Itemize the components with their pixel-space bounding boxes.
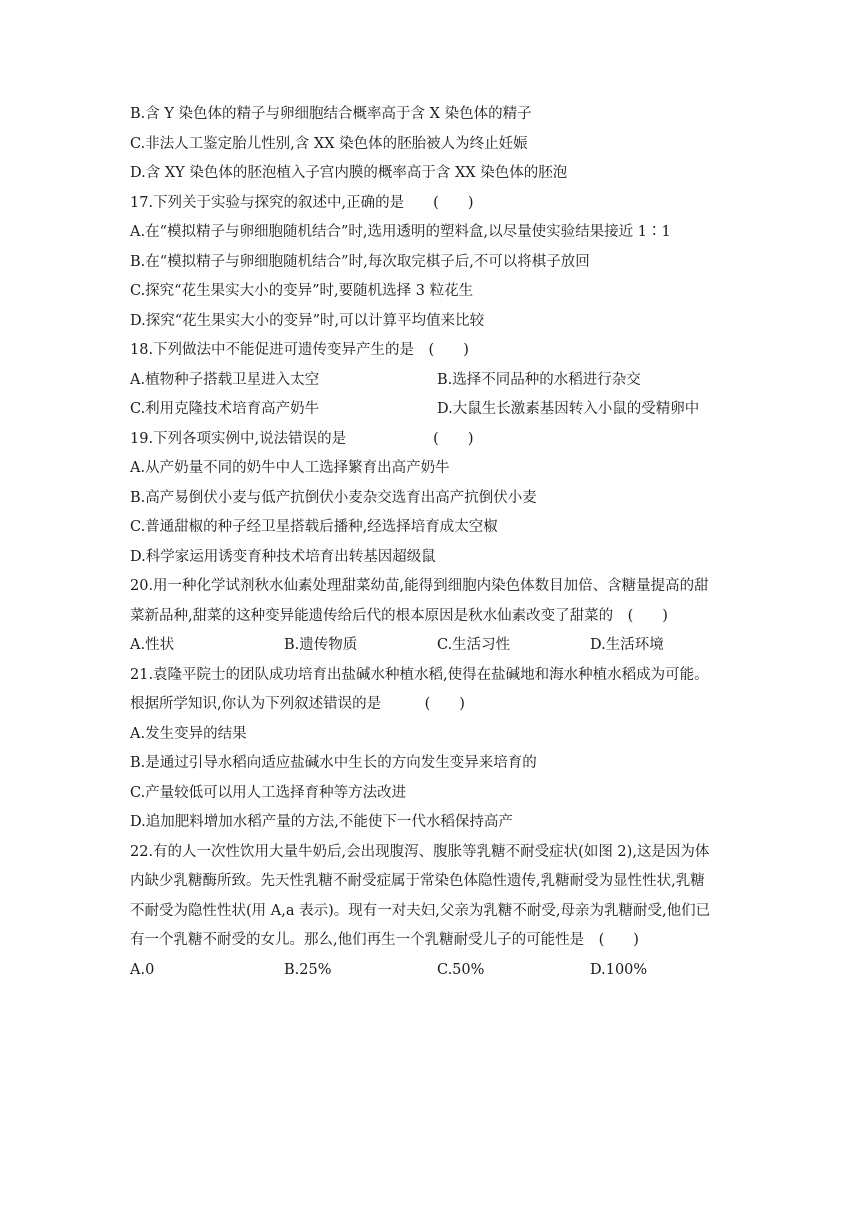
q17-option-d: D.探究“花生果实大小的变异”时,可以计算平均值来比较 (130, 313, 485, 329)
q16-option-d: D.含 XY 染色体的胚泡植入子宫内膜的概率高于含 XX 染色体的胚泡 (130, 165, 568, 181)
q18-option-d: D.大鼠生长激素基因转入小鼠的受精卵中 (437, 401, 700, 417)
q19-option-c: C.普通甜椒的种子经卫星搭载后播种,经选择培育成太空椒 (130, 519, 498, 535)
q18-option-a: A.植物种子搭载卫星进入太空 (130, 372, 320, 388)
q22-option-a: A.0 (130, 962, 155, 978)
q17-option-b: B.在“模拟精子与卵细胞随机结合”时,每次取完棋子后,不可以将棋子放回 (130, 254, 590, 270)
q21-option-d: D.追加肥料增加水稻产量的方法,不能使下一代水稻保持高产 (130, 814, 513, 830)
q18-stem: 18.下列做法中不能促进可遗传变异产生的是 ( ) (130, 342, 469, 358)
q20-option-c: C.生活习性 (437, 637, 511, 653)
q22-option-b: B.25% (284, 962, 332, 978)
q19-stem: 19.下列各项实例中,说法错误的是 ( ) (130, 431, 474, 447)
q16-option-c: C.非法人工鉴定胎儿性别,含 XX 染色体的胚胎被人为终止妊娠 (130, 136, 528, 152)
q20-stem-line1: 20.用一种化学试剂秋水仙素处理甜菜幼苗,能得到细胞内染色体数目加倍、含糖量提高的甜 (130, 578, 709, 594)
q21-option-c: C.产量较低可以用人工选择育种等方法改进 (130, 785, 407, 801)
q18-option-b: B.选择不同品种的水稻进行杂交 (437, 372, 641, 388)
q22-stem-line4: 有一个乳糖不耐受的女儿。那么,他们再生一个乳糖耐受儿子的可能性是 ( ) (130, 932, 639, 948)
q22-option-d: D.100% (590, 962, 648, 978)
q22-stem-line1: 22.有的人一次性饮用大量牛奶后,会出现腹泻、腹胀等乳糖不耐受症状(如图 2),这是因为体 (130, 844, 710, 860)
q22-stem-line2: 内缺少乳糖酶所致。先天性乳糖不耐受症属于常染色体隐性遗传,乳糖耐受为显性性状,乳糖 (130, 873, 705, 889)
q20-option-a: A.性状 (130, 637, 175, 653)
q21-stem-line2: 根据所学知识,你认为下列叙述错误的是 ( ) (130, 696, 465, 712)
q21-stem-line1: 21.袁隆平院士的团队成功培育出盐碱水种植水稻,使得在盐碱地和海水种植水稻成为可能。 (130, 667, 709, 683)
q19-option-d: D.科学家运用诱变育种技术培育出转基因超级鼠 (130, 549, 436, 565)
q17-stem: 17.下列关于实验与探究的叙述中,正确的是 ( ) (130, 195, 474, 211)
q20-option-d: D.生活环境 (590, 637, 664, 653)
q17-option-c: C.探究“花生果实大小的变异”时,要随机选择 3 粒花生 (130, 283, 474, 299)
q20-option-b: B.遗传物质 (284, 637, 358, 653)
q18-option-c: C.利用克隆技术培育高产奶牛 (130, 401, 320, 417)
q16-option-b: B.含 Y 染色体的精子与卵细胞结合概率高于含 X 染色体的精子 (130, 106, 532, 122)
q21-option-a: A.发生变异的结果 (130, 726, 247, 742)
q21-option-b: B.是通过引导水稻向适应盐碱水中生长的方向发生变异来培育的 (130, 755, 537, 771)
q22-option-c: C.50% (437, 962, 485, 978)
q19-option-b: B.高产易倒伏小麦与低产抗倒伏小麦杂交选育出高产抗倒伏小麦 (130, 490, 537, 506)
q17-option-a: A.在“模拟精子与卵细胞随机结合”时,选用透明的塑料盒,以尽量使实验结果接近 1∶1 (130, 224, 671, 240)
q19-option-a: A.从产奶量不同的奶牛中人工选择繁育出高产奶牛 (130, 460, 450, 476)
q20-stem-line2: 菜新品种,甜菜的这种变异能遗传给后代的根本原因是秋水仙素改变了甜菜的 ( ) (130, 608, 668, 624)
q22-stem-line3: 不耐受为隐性性状(用 A,a 表示)。现有一对夫妇,父亲为乳糖不耐受,母亲为乳糖耐受,他们已 (130, 903, 711, 919)
